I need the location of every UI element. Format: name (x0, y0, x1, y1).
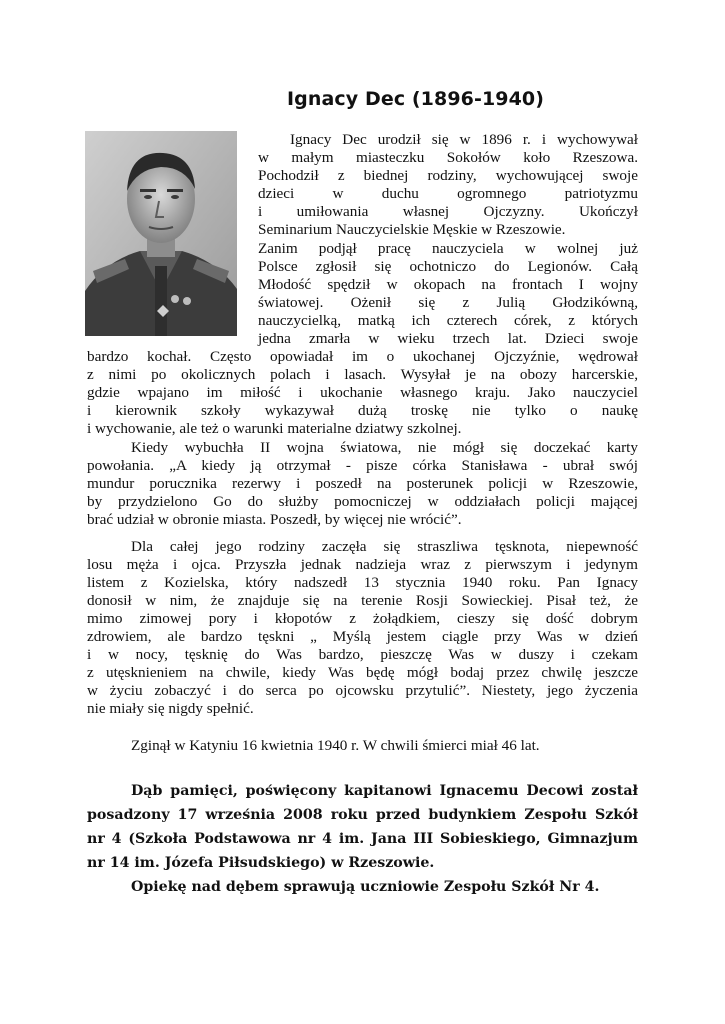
text-line: nauczycielką, matką ich czterech córek, z których (258, 312, 638, 329)
text-line: Zginął w Katyniu 16 kwietnia 1940 r. W chwili śmierci miał 46 lat. (131, 737, 540, 754)
text-line: i kierownik szkoły wykazywał dużą troskę nie tylko o naukę (87, 402, 638, 419)
text-line: i umiłowania własnej Ojczyzny. Ukończył (258, 203, 638, 220)
text-line: Pochodził z biednej rodziny, wychowującej swoje (258, 167, 638, 184)
text-line: mundur porucznika rezerwy i poszedł na posterunek policji w Rzeszowie, (87, 475, 638, 492)
text-line: Kiedy wybuchła II wojna światowa, nie mógł się doczekać karty (131, 439, 638, 456)
text-line: i wychowanie, ale też o warunki materialne dziatwy szkolnej. (87, 420, 462, 437)
text-line: światowej. Ożenił się z Julią Głodzikówną, (258, 294, 638, 311)
text-line: Ignacy Dec urodził się w 1896 r. i wychowywał (290, 131, 638, 148)
text-line-bold: Dąb pamięci, poświęcony kapitanowi Ignacemu Decowi został (131, 783, 638, 799)
text-line: listem z Kozielska, który nadszedł 13 stycznia 1940 roku. Pan Ignacy (87, 574, 638, 591)
text-line: mimo zimowej pory i kłopotów z żołądkiem, cieszy się dość dobrym (87, 610, 638, 627)
portrait-photo (85, 131, 237, 336)
text-line: z nimi po okolicznych polach i lasach. Wysyłał je na obozy harcerskie, (87, 366, 638, 383)
text-line: powołania. „A kiedy ją otrzymał - pisze córka Stanisława - ubrał swój (87, 457, 638, 474)
text-line: by przydzielono Go do służby pomocniczej w oddziałach policji mającej (87, 493, 638, 510)
page-title: Ignacy Dec (1896-1940) (286, 88, 545, 110)
text-line: bardzo kochał. Często opowiadał im o ukochanej Ojczyźnie, wędrował (87, 348, 638, 365)
text-line: w życiu zobaczyć i do serca po ojcowsku przytulić”. Niestety, jego życzenia (87, 682, 638, 699)
text-line-bold: posadzony 17 września 2008 roku przed budynkiem Zespołu Szkół (87, 807, 638, 823)
text-line: zdrowiem, ale bardzo tęskni „ Myślą jestem ciągle przy Was w dzień (87, 628, 638, 645)
text-line: Polsce zgłosił się ochotniczo do Legionów. Całą (258, 258, 638, 275)
text-line: donosił w nim, że znajduje się na terenie Rosji Sowieckiej. Pisał też, że (87, 592, 638, 609)
portrait-photo-image (85, 131, 237, 336)
text-line: Młodość spędził w okopach na frontach I wojny (258, 276, 638, 293)
text-line: w małym miasteczku Sokołów koło Rzeszowa. (258, 149, 638, 166)
text-line: dzieci w duchu ogromnego patriotyzmu (258, 185, 638, 202)
text-line: losu męża i ojca. Przyszła jednak nadzieja wraz z pierwszym i jedynym (87, 556, 638, 573)
text-line: gdzie wpajano im miłość i ukochanie własnego kraju. Jako nauczyciel (87, 384, 638, 401)
text-line: i w nocy, tęsknię do Was bardzo, pieszczę Was w duszy i czekam (87, 646, 638, 663)
text-line-bold: Opiekę nad dębem sprawują uczniowie Zespołu Szkół Nr 4. (131, 879, 600, 895)
text-line: jedna zmarła w wieku trzech lat. Dzieci swoje (258, 330, 638, 347)
text-line: Dla całej jego rodziny zaczęła się straszliwa tęsknota, niepewność (131, 538, 638, 555)
text-line: z utęsknieniem na chwile, kiedy Was będę mógł bodaj przez chwilę jeszcze (87, 664, 638, 681)
text-line-bold: nr 4 (Szkoła Podstawowa nr 4 im. Jana III Sobieskiego, Gimnazjum (87, 831, 638, 847)
text-line: brać udział w obronie miasta. Poszedł, by więcej nie wrócić”. (87, 511, 462, 528)
text-line: Seminarium Nauczycielskie Męskie w Rzeszowie. (258, 221, 566, 238)
text-line: nie miały się nigdy spełnić. (87, 700, 254, 717)
text-line: Zanim podjął pracę nauczyciela w wolnej już (258, 240, 638, 257)
text-line-bold: nr 14 im. Józefa Piłsudskiego) w Rzeszowie. (87, 855, 435, 871)
